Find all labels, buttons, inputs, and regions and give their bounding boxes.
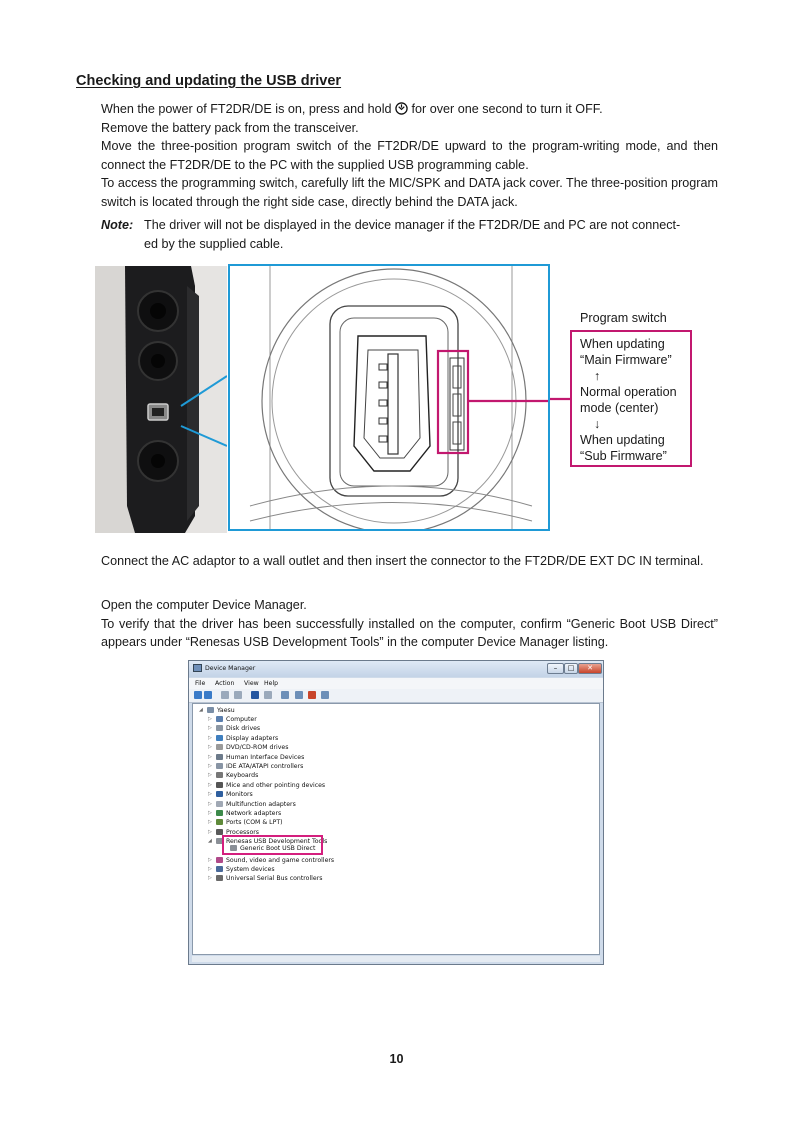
tree-item[interactable] [193, 762, 343, 771]
device-category-icon [216, 875, 223, 881]
minimize-button[interactable]: – [547, 663, 564, 674]
device-category-icon [216, 857, 223, 863]
uninstall-icon[interactable] [308, 691, 316, 699]
tree-item-label: Renesas USB Development Tools [226, 838, 328, 846]
power-text-after: for over one second to turn it OFF. [408, 102, 603, 116]
expand-arrow-icon[interactable]: ▷ [208, 753, 212, 760]
tree-item-label: IDE ATA/ATAPI controllers [226, 763, 304, 770]
tree-item[interactable] [193, 743, 343, 752]
device-manager-icon [193, 664, 202, 672]
note-text [144, 216, 718, 253]
device-category-icon [216, 819, 223, 825]
device-category-icon [216, 801, 223, 807]
expand-arrow-icon[interactable]: ▷ [208, 810, 212, 816]
open-device-manager-line: Open the computer Device Manager. [101, 598, 307, 612]
tree-item[interactable] [193, 724, 343, 733]
expand-arrow-icon[interactable]: ▷ [208, 725, 212, 732]
update-driver-icon[interactable] [295, 691, 303, 699]
expand-arrow-icon[interactable]: ▷ [208, 763, 212, 769]
tree-child-label: Generic Boot USB Direct [240, 845, 316, 852]
tree-item-label: Universal Serial Bus controllers [226, 875, 323, 883]
expand-arrow-icon[interactable]: ▷ [208, 800, 212, 807]
expand-arrow-icon[interactable]: ▷ [208, 875, 212, 882]
tree-item[interactable] [193, 818, 343, 827]
device-category-icon [216, 763, 223, 769]
switch-down-line2: “Sub Firmware” [580, 449, 667, 463]
intro-line-access: To access the programming switch, carefully lift the MIC/SPK and DATA jack cover. The three-position program switch is located through the right side case, directly behind the DATA jack. [101, 176, 718, 209]
arrow-down-icon: ↓ [594, 417, 601, 431]
forward-icon[interactable] [204, 691, 212, 699]
device-category-icon [216, 772, 223, 778]
device-manager-paragraph [101, 596, 718, 652]
tree-item[interactable] [193, 771, 343, 780]
tree-item-label: Network adapters [226, 810, 282, 817]
expand-arrow-icon[interactable]: ◢ [208, 838, 212, 845]
arrow-up-icon: ↑ [594, 369, 601, 383]
ac-adaptor-paragraph: Connect the AC adaptor to a wall outlet and then insert the connector to the FT2DR/DE EXT DC IN terminal. [101, 554, 704, 568]
usb-connector-drawing [230, 266, 550, 531]
tree-root-label: Yaesu [217, 707, 235, 714]
expand-arrow-icon[interactable]: ▷ [208, 716, 212, 722]
tree-item-label: Processors [226, 828, 260, 836]
expand-arrow-icon[interactable]: ▷ [208, 856, 212, 863]
device-category-icon [216, 744, 223, 750]
tree-item-label: Disk drives [226, 725, 261, 733]
expand-arrow-icon[interactable]: ▷ [208, 744, 212, 751]
device-category-icon [216, 754, 223, 760]
tree-item-label: Display adapters [226, 734, 279, 742]
switch-center-line1: Normal operation [580, 385, 677, 399]
expand-arrow-icon[interactable]: ▷ [208, 828, 212, 835]
menu-bar [189, 678, 603, 689]
note-block [101, 216, 718, 251]
expand-arrow-icon[interactable]: ▷ [208, 819, 212, 826]
tree-item[interactable] [193, 753, 343, 762]
enable-device-icon[interactable] [321, 691, 329, 699]
intro-paragraph [101, 100, 718, 212]
switch-up-line2: “Main Firmware” [580, 353, 672, 367]
tree-item[interactable] [193, 800, 343, 809]
menu-help[interactable]: Help [264, 680, 279, 687]
program-switch-title: Program switch [580, 311, 667, 325]
toolbar [189, 689, 603, 703]
power-key-icon [395, 102, 408, 115]
device-category-icon [216, 735, 223, 741]
device-manager-window [188, 660, 604, 965]
menu-view[interactable]: View [244, 680, 259, 687]
device-tree [192, 703, 600, 955]
expand-arrow-icon[interactable]: ▷ [208, 791, 212, 798]
view-icon[interactable] [234, 691, 242, 699]
power-text-before: When the power of FT2DR/DE is on, press and hold [101, 102, 395, 116]
highlight-renesas-box [222, 835, 323, 855]
close-button[interactable]: ✕ [578, 663, 602, 674]
tree-item[interactable] [193, 856, 343, 865]
tree-item-label: Multifunction adapters [226, 800, 296, 808]
tree-item[interactable] [193, 809, 343, 818]
device-category-icon [216, 791, 223, 797]
tree-item-label: Human Interface Devices [226, 753, 305, 761]
scan-hardware-icon[interactable] [281, 691, 289, 699]
device-category-icon [216, 782, 223, 788]
properties-icon[interactable] [221, 691, 229, 699]
device-category-icon [216, 829, 223, 835]
tree-item-label: DVD/CD-ROM drives [226, 744, 289, 752]
menu-action[interactable]: Action [215, 680, 235, 687]
tree-item[interactable] [193, 781, 343, 790]
connector-zoom-illustration [228, 264, 550, 531]
tree-item[interactable] [193, 790, 343, 799]
monitor-icon[interactable] [264, 691, 272, 699]
tree-item[interactable] [193, 874, 343, 883]
back-icon[interactable] [194, 691, 202, 699]
device-category-icon [216, 725, 223, 731]
tree-root[interactable] [193, 706, 313, 715]
expand-arrow-icon[interactable]: ▷ [208, 866, 212, 872]
maximize-button[interactable]: □ [564, 663, 578, 674]
tree-item-label: Sound, video and game controllers [226, 856, 335, 864]
tree-item-label: Mice and other pointing devices [226, 781, 326, 789]
note-label: Note: [101, 218, 134, 232]
computer-icon [207, 707, 214, 713]
tree-item[interactable] [193, 734, 343, 743]
switch-up-line1: When updating [580, 337, 665, 351]
verify-driver-line: To verify that the driver has been successfully installed on the computer, confirm “Generic Boot USB Direct” appears under “Renesas USB Development Tools” in the computer Device Manager listing. [101, 616, 718, 650]
intro-line-battery: Remove the battery pack from the transceiver. [101, 120, 359, 135]
device-category-icon [216, 866, 223, 872]
device-category-icon [216, 716, 223, 722]
expand-arrow-icon[interactable]: ▷ [208, 734, 212, 741]
radio-side-photo [95, 266, 227, 533]
expand-root-icon[interactable]: ◢ [199, 707, 203, 713]
section-heading: Checking and updating the USB driver [76, 73, 342, 89]
switch-callout-line [550, 397, 572, 401]
tree-item-label: Keyboards [226, 772, 259, 780]
note-text-line1: The driver will not be displayed in the device manager if the FT2DR/DE and PC are not connect- [144, 218, 681, 232]
tree-item-label: Monitors [226, 791, 253, 799]
tree-item-label: Computer [226, 716, 257, 723]
status-bar [192, 956, 600, 962]
tree-item-label: Ports (COM & LPT) [226, 819, 283, 827]
expand-arrow-icon[interactable]: ▷ [208, 772, 212, 779]
expand-arrow-icon[interactable]: ▷ [208, 781, 212, 788]
switch-down-line1: When updating [580, 433, 665, 447]
page-number: 10 [389, 1052, 404, 1066]
intro-line-power [101, 100, 718, 119]
window-title: Device Manager [205, 665, 256, 672]
note-text-line2: ed by the supplied cable. [144, 236, 284, 251]
device-category-icon [216, 810, 223, 816]
program-switch-legend [570, 330, 692, 467]
help-icon[interactable] [251, 691, 259, 699]
intro-line-switch: Move the three-position program switch of the FT2DR/DE upward to the program-writing mode, and then connect the FT2DR/DE to the PC with the supplied USB programming cable. [101, 139, 718, 172]
tree-item[interactable] [193, 865, 343, 874]
tree-item-label: System devices [226, 866, 275, 873]
switch-center-line2: mode (center) [580, 401, 659, 415]
tree-item[interactable] [193, 715, 343, 724]
window-title-bar [189, 661, 603, 677]
menu-file[interactable]: File [195, 680, 206, 687]
